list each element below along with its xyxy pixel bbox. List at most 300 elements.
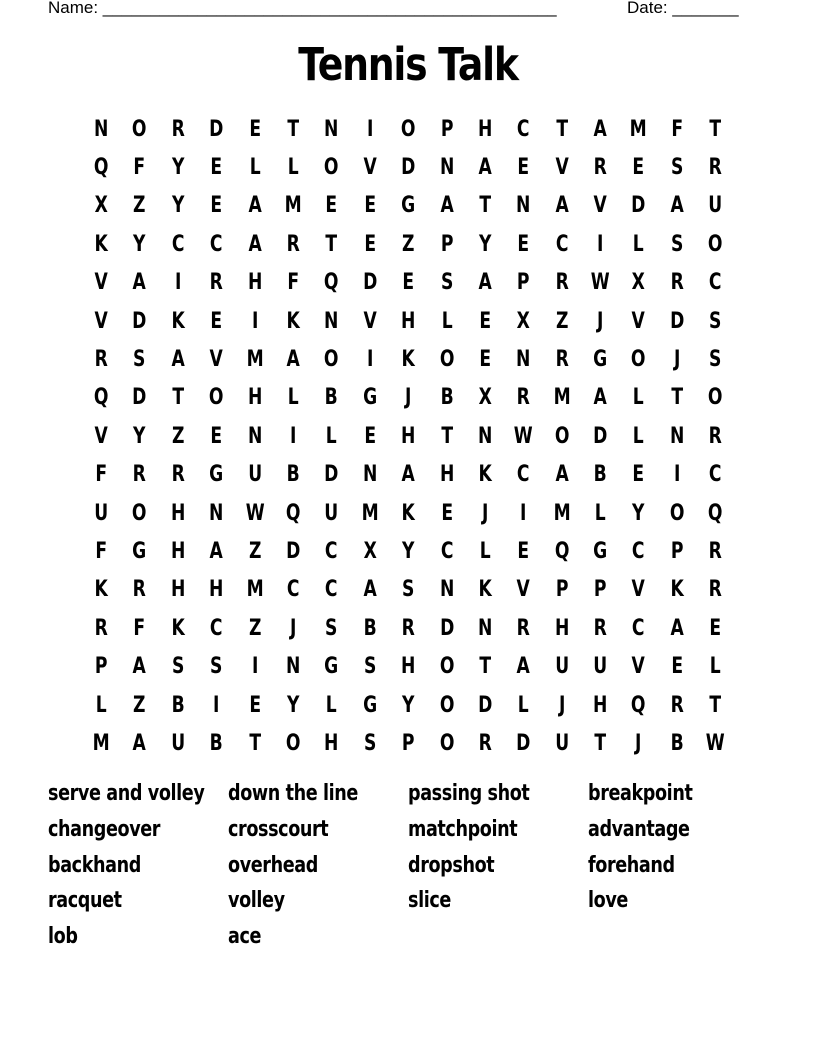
grid-letter[interactable]: G	[593, 347, 608, 373]
grid-letter[interactable]: W	[245, 500, 265, 526]
grid-letter[interactable]: B	[363, 615, 377, 641]
grid-letter[interactable]: R	[171, 116, 185, 142]
grid-letter[interactable]: T	[594, 730, 607, 756]
grid-letter[interactable]: A	[516, 654, 531, 680]
grid-letter[interactable]: I	[673, 462, 681, 488]
grid-letter[interactable]: J	[289, 615, 297, 641]
grid-letter[interactable]: Y	[133, 231, 146, 257]
grid-letter[interactable]: I	[213, 692, 220, 718]
grid-letter[interactable]: E	[402, 270, 415, 296]
grid-letter[interactable]: L	[633, 423, 645, 449]
grid-letter[interactable]: R	[516, 615, 531, 641]
grid-letter[interactable]: M	[553, 500, 571, 526]
grid-letter[interactable]: Q	[93, 385, 109, 411]
grid-letter[interactable]: J	[673, 347, 681, 373]
grid-letter[interactable]: G	[362, 385, 377, 411]
grid-letter[interactable]: F	[95, 538, 108, 564]
grid-letter[interactable]: O	[439, 347, 455, 373]
grid-letter[interactable]: S	[171, 654, 185, 680]
grid-letter[interactable]: I	[174, 270, 182, 296]
grid-letter[interactable]: V	[94, 423, 108, 449]
grid-letter[interactable]: E	[210, 423, 223, 449]
grid-letter[interactable]: M	[553, 385, 571, 411]
grid-letter[interactable]: H	[170, 577, 186, 603]
grid-letter[interactable]: R	[478, 730, 492, 756]
grid-letter[interactable]: A	[440, 193, 454, 219]
grid-letter[interactable]: H	[439, 462, 454, 488]
grid-letter[interactable]: E	[364, 231, 376, 257]
grid-letter[interactable]: T	[671, 385, 683, 411]
grid-letter[interactable]: U	[247, 462, 262, 488]
grid-letter[interactable]: N	[439, 155, 454, 181]
grid-letter[interactable]: Y	[402, 538, 415, 564]
date-field[interactable]: Date: _______	[627, 0, 739, 17]
grid-letter[interactable]: F	[671, 116, 683, 142]
grid-letter[interactable]: Q	[285, 500, 301, 526]
grid-letter[interactable]: V	[94, 270, 108, 296]
grid-letter[interactable]: N	[209, 500, 224, 526]
grid-letter[interactable]: O	[132, 116, 147, 142]
grid-letter[interactable]: O	[631, 347, 646, 373]
grid-letter[interactable]: E	[210, 193, 223, 219]
grid-letter[interactable]: C	[555, 231, 569, 257]
grid-letter[interactable]: A	[670, 193, 684, 219]
grid-letter[interactable]: A	[593, 385, 607, 411]
grid-letter[interactable]: E	[325, 193, 338, 219]
grid-letter[interactable]: F	[133, 155, 146, 181]
grid-letter[interactable]: B	[440, 385, 454, 411]
grid-letter[interactable]: K	[94, 231, 108, 257]
grid-letter[interactable]: I	[251, 654, 258, 680]
grid-letter[interactable]: L	[633, 231, 645, 257]
grid-letter[interactable]: U	[554, 654, 569, 680]
grid-letter[interactable]: L	[287, 385, 299, 411]
grid-letter[interactable]: H	[401, 423, 416, 449]
grid-letter[interactable]: G	[362, 692, 377, 718]
grid-letter[interactable]: Z	[133, 193, 146, 219]
grid-letter[interactable]: T	[248, 730, 261, 756]
word-list-item: crosscourt	[228, 816, 329, 842]
grid-letter[interactable]: L	[249, 155, 261, 181]
grid-letter[interactable]: A	[248, 193, 262, 219]
grid-letter[interactable]: S	[325, 615, 338, 641]
grid-letter[interactable]: D	[631, 193, 646, 219]
grid-letter[interactable]: L	[594, 500, 606, 526]
grid-letter[interactable]: H	[477, 116, 493, 142]
grid-letter[interactable]: A	[132, 654, 147, 680]
grid-letter[interactable]: L	[709, 654, 721, 680]
grid-letter[interactable]: V	[363, 308, 377, 334]
grid-letter[interactable]: C	[286, 577, 300, 603]
grid-letter[interactable]: O	[324, 155, 339, 181]
word-list-item: breakpoint	[588, 781, 693, 806]
grid-letter[interactable]: A	[593, 116, 607, 142]
word-list-item: dropshot	[408, 852, 495, 878]
grid-letter[interactable]: T	[479, 654, 491, 680]
grid-letter[interactable]: T	[172, 385, 184, 411]
grid-letter[interactable]: U	[593, 654, 608, 680]
grid-letter[interactable]: B	[593, 462, 607, 488]
grid-letter[interactable]: D	[401, 155, 416, 181]
grid-letter[interactable]: M	[361, 500, 379, 526]
grid-letter[interactable]: J	[597, 308, 604, 334]
grid-letter[interactable]: N	[477, 615, 493, 641]
grid-letter[interactable]: H	[170, 538, 186, 564]
grid-letter[interactable]: Z	[555, 308, 569, 334]
grid-letter[interactable]: L	[326, 692, 338, 718]
grid-letter[interactable]: U	[324, 500, 339, 526]
grid-letter[interactable]: O	[669, 500, 685, 526]
grid-letter[interactable]: R	[171, 462, 185, 488]
grid-letter[interactable]: Q	[554, 538, 570, 564]
grid-letter[interactable]: N	[516, 347, 531, 373]
grid-letter[interactable]: G	[209, 462, 224, 488]
grid-letter[interactable]: T	[479, 193, 491, 219]
grid-letter[interactable]: A	[478, 270, 492, 296]
grid-letter[interactable]: O	[439, 730, 455, 756]
grid-letter[interactable]: T	[709, 692, 722, 718]
grid-letter[interactable]: E	[248, 116, 261, 142]
grid-letter[interactable]: V	[94, 308, 108, 334]
grid-letter[interactable]: X	[516, 308, 531, 334]
grid-letter[interactable]: Y	[402, 692, 415, 718]
grid-letter[interactable]: M	[246, 577, 264, 603]
grid-letter[interactable]: C	[517, 116, 530, 142]
grid-letter[interactable]: V	[363, 155, 377, 181]
grid-letter[interactable]: R	[286, 231, 300, 257]
grid-letter[interactable]: T	[440, 423, 453, 449]
grid-letter[interactable]: S	[402, 577, 415, 603]
grid-letter[interactable]: Y	[478, 231, 492, 257]
grid-letter[interactable]: N	[439, 577, 454, 603]
grid-letter[interactable]: E	[364, 423, 376, 449]
grid-letter[interactable]: H	[247, 270, 262, 296]
grid-letter[interactable]: R	[708, 423, 723, 449]
grid-letter[interactable]: N	[324, 116, 339, 142]
grid-letter[interactable]: E	[709, 615, 722, 641]
grid-letter[interactable]: R	[593, 615, 607, 641]
grid-letter[interactable]: R	[708, 155, 723, 181]
grid-letter[interactable]: C	[210, 615, 223, 641]
grid-letter[interactable]: D	[516, 730, 531, 756]
grid-letter[interactable]: I	[597, 231, 604, 257]
grid-letter[interactable]: Q	[324, 270, 339, 296]
grid-letter[interactable]: A	[286, 347, 300, 373]
grid-letter[interactable]: J	[481, 500, 489, 526]
grid-letter[interactable]: N	[285, 654, 301, 680]
grid-letter[interactable]: L	[287, 155, 299, 181]
grid-letter[interactable]: K	[478, 577, 492, 603]
grid-letter[interactable]: S	[670, 231, 684, 257]
grid-letter[interactable]: C	[632, 615, 645, 641]
grid-letter[interactable]: Y	[632, 500, 645, 526]
grid-letter[interactable]: I	[520, 500, 527, 526]
grid-letter[interactable]: A	[171, 347, 185, 373]
word-list-item: slice	[408, 888, 451, 914]
grid-letter[interactable]: N	[247, 423, 262, 449]
grid-letter[interactable]: D	[324, 462, 339, 488]
grid-letter[interactable]: R	[555, 270, 569, 296]
grid-letter[interactable]: S	[440, 270, 453, 296]
grid-letter[interactable]: E	[632, 462, 645, 488]
grid-letter[interactable]: V	[209, 347, 224, 373]
grid-letter[interactable]: W	[705, 730, 725, 756]
grid-letter[interactable]: L	[479, 538, 491, 564]
grid-letter[interactable]: W	[590, 270, 610, 296]
grid-letter[interactable]: K	[401, 347, 415, 373]
grid-letter[interactable]: C	[709, 270, 722, 296]
grid-letter[interactable]: P	[670, 538, 684, 564]
grid-letter[interactable]: X	[94, 193, 108, 219]
grid-letter[interactable]: O	[285, 730, 301, 756]
grid-letter[interactable]: R	[708, 538, 723, 564]
grid-letter[interactable]: D	[593, 423, 608, 449]
grid-letter[interactable]: I	[366, 116, 374, 142]
grid-letter[interactable]: P	[440, 231, 453, 257]
grid-letter[interactable]: R	[209, 270, 223, 296]
grid-letter[interactable]: P	[402, 730, 415, 756]
grid-letter[interactable]: H	[247, 385, 262, 411]
grid-letter[interactable]: F	[133, 615, 146, 641]
grid-letter[interactable]: I	[289, 423, 297, 449]
grid-letter[interactable]: V	[632, 308, 646, 334]
grid-letter[interactable]: F	[95, 462, 108, 488]
grid-letter[interactable]: D	[209, 116, 224, 142]
grid-letter[interactable]: Z	[171, 423, 185, 449]
grid-letter[interactable]: E	[479, 308, 491, 334]
grid-letter[interactable]: R	[401, 615, 415, 641]
grid-letter[interactable]: L	[95, 692, 107, 718]
grid-letter[interactable]: T	[709, 116, 722, 142]
grid-letter[interactable]: C	[171, 231, 185, 257]
grid-letter[interactable]: R	[670, 270, 684, 296]
grid-letter[interactable]: R	[94, 615, 108, 641]
grid-letter[interactable]: L	[441, 308, 453, 334]
grid-letter[interactable]: U	[170, 730, 185, 756]
grid-letter[interactable]: O	[439, 654, 455, 680]
grid-letter[interactable]: O	[554, 423, 570, 449]
grid-letter[interactable]: A	[478, 155, 492, 181]
grid-letter[interactable]: T	[287, 116, 300, 142]
grid-letter[interactable]: V	[632, 577, 646, 603]
grid-letter[interactable]: A	[670, 615, 684, 641]
grid-letter[interactable]: M	[92, 730, 110, 756]
grid-letter[interactable]: K	[171, 615, 185, 641]
grid-letter[interactable]: T	[556, 116, 568, 142]
grid-letter[interactable]: C	[210, 231, 223, 257]
grid-letter[interactable]: D	[132, 308, 147, 334]
grid-letter[interactable]: R	[670, 692, 684, 718]
grid-letter[interactable]: E	[479, 347, 491, 373]
grid-letter[interactable]: Z	[248, 538, 261, 564]
grid-letter[interactable]: E	[632, 155, 645, 181]
grid-letter[interactable]: R	[516, 385, 531, 411]
grid-letter[interactable]: H	[209, 577, 224, 603]
grid-letter[interactable]: B	[670, 730, 684, 756]
grid-letter[interactable]: L	[518, 692, 529, 718]
grid-letter[interactable]: H	[170, 500, 186, 526]
grid-letter[interactable]: A	[248, 231, 262, 257]
grid-letter[interactable]: O	[708, 231, 723, 257]
grid-letter[interactable]: H	[401, 654, 416, 680]
grid-letter[interactable]: G	[132, 538, 147, 564]
word-list-item: changeover	[48, 816, 161, 842]
grid-letter[interactable]: Y	[171, 193, 185, 219]
grid-letter[interactable]: Q	[93, 155, 109, 181]
grid-letter[interactable]: Q	[708, 500, 723, 526]
grid-letter[interactable]: L	[633, 385, 645, 411]
grid-letter[interactable]: I	[366, 347, 374, 373]
grid-letter[interactable]: R	[132, 462, 147, 488]
word-list-item: overhead	[228, 852, 318, 878]
grid-letter[interactable]: L	[326, 423, 338, 449]
grid-letter[interactable]: A	[363, 577, 377, 603]
grid-letter[interactable]: N	[94, 116, 109, 142]
grid-letter[interactable]: I	[251, 308, 258, 334]
grid-letter[interactable]: Y	[171, 155, 185, 181]
grid-letter[interactable]: K	[171, 308, 185, 334]
grid-letter[interactable]: J	[405, 385, 412, 411]
grid-letter[interactable]: E	[517, 231, 530, 257]
grid-letter[interactable]: A	[132, 270, 147, 296]
grid-letter[interactable]: Q	[631, 692, 646, 718]
grid-letter[interactable]: E	[671, 654, 683, 680]
grid-letter[interactable]: O	[324, 347, 339, 373]
grid-letter[interactable]: E	[440, 500, 453, 526]
grid-letter[interactable]: C	[325, 577, 338, 603]
grid-letter[interactable]: P	[593, 577, 607, 603]
grid-letter[interactable]: D	[439, 615, 454, 641]
grid-letter[interactable]: M	[284, 193, 302, 219]
grid-letter[interactable]: A	[132, 730, 147, 756]
grid-letter[interactable]: G	[593, 538, 608, 564]
grid-letter[interactable]: A	[209, 538, 224, 564]
grid-letter[interactable]: K	[94, 577, 108, 603]
name-field[interactable]: Name: ________________________________________________	[48, 0, 557, 17]
grid-letter[interactable]: C	[709, 462, 722, 488]
grid-letter[interactable]: P	[94, 654, 108, 680]
grid-letter[interactable]: E	[364, 193, 376, 219]
grid-letter[interactable]: X	[363, 538, 377, 564]
grid-letter[interactable]: O	[401, 116, 416, 142]
grid-letter[interactable]: C	[517, 462, 530, 488]
grid-letter[interactable]: V	[555, 155, 569, 181]
grid-letter[interactable]: E	[210, 155, 223, 181]
grid-letter[interactable]: H	[324, 730, 339, 756]
grid-letter[interactable]: O	[708, 385, 723, 411]
grid-letter[interactable]: B	[286, 462, 300, 488]
grid-letter[interactable]: R	[132, 577, 147, 603]
grid-letter[interactable]: K	[286, 308, 300, 334]
grid-letter[interactable]: X	[632, 270, 646, 296]
grid-letter[interactable]: Y	[133, 423, 146, 449]
grid-letter[interactable]: E	[517, 155, 530, 181]
grid-letter[interactable]: C	[325, 538, 338, 564]
grid-letter[interactable]: P	[517, 270, 530, 296]
grid-letter[interactable]: U	[94, 500, 109, 526]
grid-letter[interactable]: R	[94, 347, 108, 373]
grid-letter[interactable]: X	[478, 385, 492, 411]
grid-letter[interactable]: N	[516, 193, 531, 219]
grid-letter[interactable]: Y	[286, 692, 300, 718]
grid-letter[interactable]: R	[593, 155, 607, 181]
grid-letter[interactable]: S	[133, 347, 146, 373]
grid-letter[interactable]: U	[554, 730, 569, 756]
grid-letter[interactable]: C	[632, 538, 645, 564]
grid-letter[interactable]: V	[516, 577, 531, 603]
grid-letter[interactable]: K	[401, 500, 415, 526]
grid-letter[interactable]: A	[555, 462, 569, 488]
grid-letter[interactable]: N	[324, 308, 339, 334]
grid-letter[interactable]: O	[209, 385, 224, 411]
grid-letter[interactable]: D	[669, 308, 685, 334]
grid-letter[interactable]: E	[248, 692, 261, 718]
grid-letter[interactable]: E	[517, 538, 530, 564]
grid-letter[interactable]: F	[287, 270, 300, 296]
grid-letter[interactable]: S	[709, 347, 722, 373]
grid-letter[interactable]: J	[635, 730, 642, 756]
grid-letter[interactable]: S	[709, 308, 722, 334]
grid-letter[interactable]: Z	[133, 692, 146, 718]
grid-letter[interactable]: S	[670, 155, 684, 181]
grid-letter[interactable]: N	[362, 462, 378, 488]
grid-letter[interactable]: V	[632, 654, 646, 680]
grid-letter[interactable]: O	[132, 500, 147, 526]
grid-letter[interactable]: G	[401, 193, 416, 219]
grid-letter[interactable]: C	[440, 538, 454, 564]
grid-letter[interactable]: R	[555, 347, 569, 373]
grid-letter[interactable]: D	[477, 692, 493, 718]
grid-letter[interactable]: U	[708, 193, 723, 219]
grid-letter[interactable]: W	[514, 423, 533, 449]
grid-letter[interactable]: E	[210, 308, 223, 334]
grid-letter[interactable]: K	[670, 577, 684, 603]
grid-letter[interactable]: M	[246, 347, 264, 373]
grid-letter[interactable]: O	[439, 692, 455, 718]
grid-letter[interactable]: T	[325, 231, 338, 257]
word-list-item: racquet	[48, 888, 122, 914]
grid-letter[interactable]: K	[478, 462, 492, 488]
grid-letter[interactable]: A	[555, 193, 569, 219]
grid-letter[interactable]: N	[477, 423, 493, 449]
grid-letter[interactable]: P	[440, 116, 453, 142]
grid-letter[interactable]: N	[669, 423, 685, 449]
grid-letter[interactable]: B	[209, 730, 223, 756]
word-list-item: backhand	[48, 852, 141, 878]
grid-letter[interactable]: D	[362, 270, 378, 296]
grid-letter[interactable]: A	[401, 462, 415, 488]
grid-letter[interactable]: V	[593, 193, 607, 219]
grid-letter[interactable]: S	[210, 654, 223, 680]
grid-letter[interactable]: Z	[248, 615, 261, 641]
grid-letter[interactable]: H	[593, 692, 608, 718]
word-list-item: ace	[228, 924, 262, 950]
grid-letter[interactable]: Z	[402, 231, 415, 257]
grid-letter[interactable]: P	[555, 577, 569, 603]
grid-letter[interactable]: D	[286, 538, 301, 564]
grid-letter[interactable]: S	[363, 730, 377, 756]
grid-letter[interactable]: D	[132, 385, 147, 411]
grid-letter[interactable]: H	[401, 308, 416, 334]
grid-letter[interactable]: J	[558, 692, 566, 718]
grid-letter[interactable]: R	[708, 577, 723, 603]
grid-letter[interactable]: H	[554, 615, 570, 641]
grid-letter[interactable]: M	[630, 116, 648, 142]
grid-letter[interactable]: S	[363, 654, 377, 680]
grid-letter[interactable]: B	[324, 385, 339, 411]
grid-letter[interactable]: B	[171, 692, 185, 718]
grid-letter[interactable]: G	[324, 654, 339, 680]
